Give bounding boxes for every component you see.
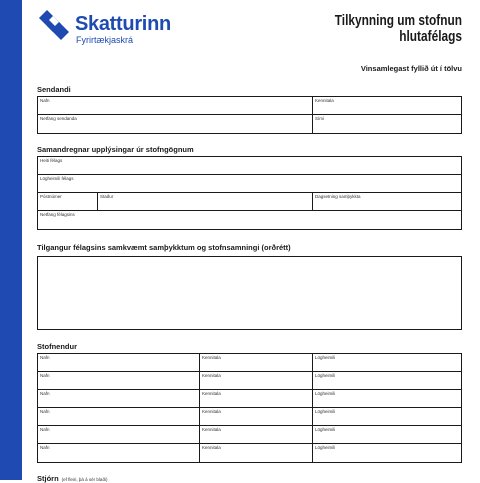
brand-name: Skatturinn bbox=[75, 13, 171, 35]
stofnandi-nafn-field[interactable]: Nafn bbox=[38, 372, 200, 389]
sendandi-netfang-field[interactable]: Netfang sendanda bbox=[38, 115, 313, 133]
section-sendandi-title: Sendandi bbox=[37, 85, 71, 94]
logheimili-felags-field[interactable]: Lögheimili félags bbox=[40, 176, 74, 181]
postnumer-field[interactable]: Póstnúmer bbox=[38, 193, 98, 210]
stjorn-note: (ef fleiri, þá á sér blaði) bbox=[61, 477, 108, 482]
stofnandi-kennitala-field[interactable]: Kennitala bbox=[200, 390, 313, 407]
section-stjorn-title: Stjórn (ef fleiri, þá á sér blaði) bbox=[37, 474, 108, 483]
stofnandi-kennitala-field[interactable]: Kennitala bbox=[200, 372, 313, 389]
stofnandi-logheimili-field[interactable]: Lögheimili bbox=[315, 355, 336, 360]
sendandi-simi-field[interactable]: Sími bbox=[315, 116, 324, 121]
stofnandi-nafn-field[interactable]: Nafn bbox=[38, 444, 200, 462]
fill-instruction: Vinsamlegast fyllið út í tölvu bbox=[360, 64, 462, 73]
sendandi-nafn-field[interactable]: Nafn bbox=[38, 97, 313, 114]
stofnandi-row bbox=[38, 354, 461, 372]
samandregnar-form bbox=[37, 156, 462, 230]
brand-subtitle: Fyrirtækjaskrá bbox=[76, 35, 134, 45]
tilgangur-textarea[interactable] bbox=[37, 256, 462, 330]
section-tilgangur-title: Tilgangur félagsins samkvæmt samþykktum og stofnsamningi (orðrétt) bbox=[37, 243, 291, 252]
stofnandi-nafn-field[interactable]: Nafn bbox=[38, 354, 200, 371]
stofnandi-kennitala-field[interactable]: Kennitala bbox=[200, 426, 313, 443]
stadur-field[interactable]: Staður bbox=[98, 193, 313, 210]
netfang-felagsins-field[interactable]: Netfang félagsins bbox=[40, 212, 75, 217]
stofnandi-row bbox=[38, 390, 461, 408]
stofnandi-logheimili-field[interactable]: Lögheimili bbox=[315, 373, 336, 378]
stofnandi-row bbox=[38, 408, 461, 426]
stofnandi-kennitala-field[interactable]: Kennitala bbox=[200, 408, 313, 425]
stofnandi-kennitala-field[interactable]: Kennitala bbox=[200, 444, 313, 462]
sendandi-kennitala-field[interactable]: Kennitala bbox=[315, 98, 334, 103]
section-stofnendur-title: Stofnendur bbox=[37, 342, 77, 351]
skatturinn-logo bbox=[37, 8, 177, 48]
stofnandi-logheimili-field[interactable]: Lögheimili bbox=[315, 391, 336, 396]
stofnandi-logheimili-field[interactable]: Lögheimili bbox=[315, 427, 336, 432]
section-samandregnar-title: Samandregnar upplýsingar úr stofngögnum bbox=[37, 145, 194, 154]
dagsetning-samthykkta-field[interactable]: Dagsetning samþykkta bbox=[315, 194, 361, 199]
sendandi-form bbox=[37, 96, 462, 134]
stofnandi-nafn-field[interactable]: Nafn bbox=[38, 426, 200, 443]
stofnandi-nafn-field[interactable]: Nafn bbox=[38, 390, 200, 407]
stofnandi-logheimili-field[interactable]: Lögheimili bbox=[315, 409, 336, 414]
stofnandi-nafn-field[interactable]: Nafn bbox=[38, 408, 200, 425]
stofnandi-kennitala-field[interactable]: Kennitala bbox=[200, 354, 313, 371]
skatturinn-logo-icon bbox=[37, 8, 71, 42]
stofnandi-row bbox=[38, 372, 461, 390]
left-accent-bar bbox=[0, 0, 22, 480]
stofnandi-logheimili-field[interactable]: Lögheimili bbox=[315, 445, 336, 450]
form-title: Tilkynning um stofnun hlutafélags bbox=[334, 13, 462, 45]
stofnandi-row bbox=[38, 426, 461, 444]
stofnendur-form bbox=[37, 353, 462, 463]
heiti-felags-field[interactable]: Heiti félags bbox=[40, 158, 63, 163]
stofnandi-row bbox=[38, 444, 461, 462]
